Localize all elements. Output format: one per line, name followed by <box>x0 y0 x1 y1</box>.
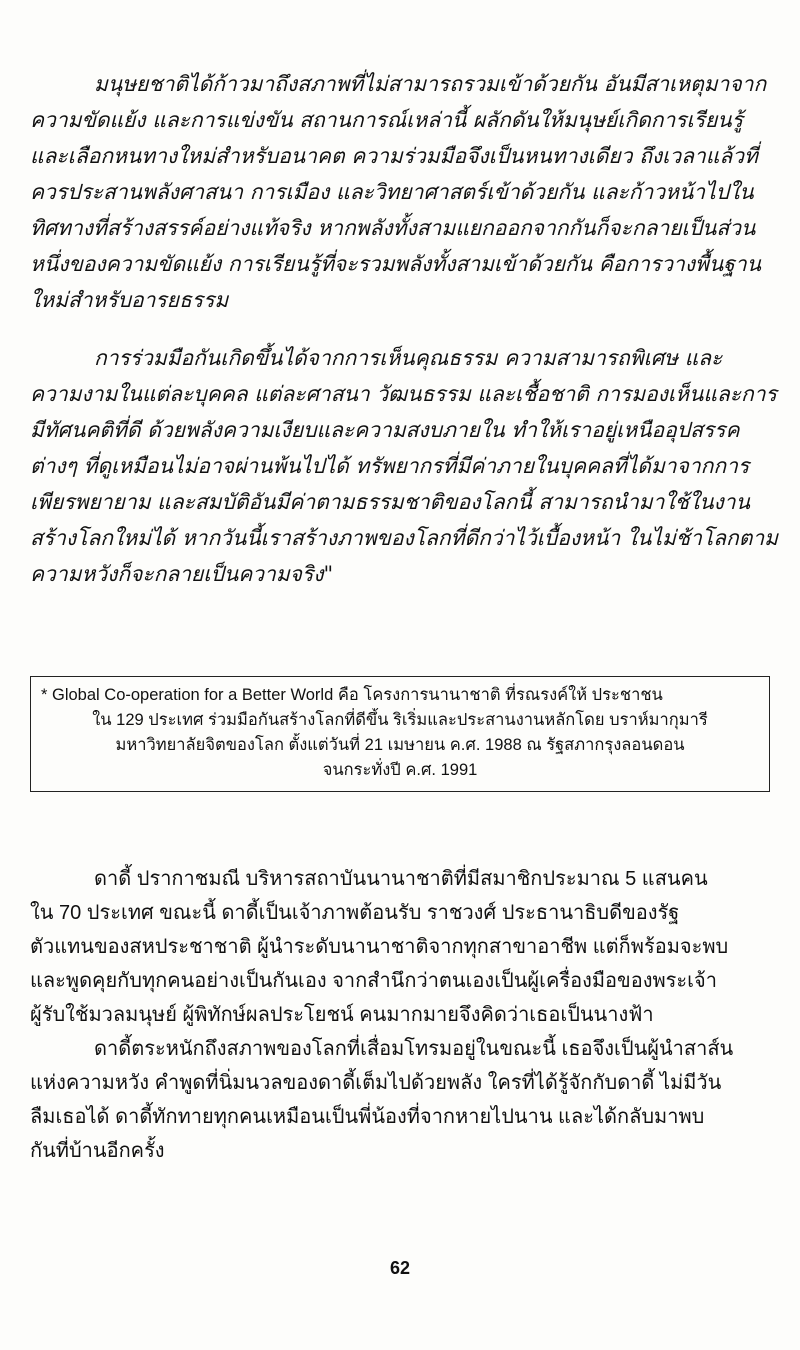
body-p1-line: ใน 70 ประเทศ ขณะนี้ ดาดี้เป็นเจ้าภาพต้อนรับ ราชวงศ์ ประธานาธิบดีของรัฐ <box>30 902 680 924</box>
body-p1-line: ผู้รับใช้มวลมนุษย์ ผู้พิทักษ์ผลประโยชน์ คนมากมายจึงคิดว่าเธอเป็นนางฟ้า <box>30 1004 654 1026</box>
footnote-line: มหาวิทยาลัยจิตของโลก ตั้งแต่วันที่ 21 เมษายน ค.ศ. 1988 ณ รัฐสภากรุงลอนดอน <box>115 736 685 754</box>
footnote-line: จนกระทั่งปี ค.ศ. 1991 <box>322 761 478 779</box>
body-p1-line: ดาดี้ ปรากาชมณี บริหารสถาบันนานาชาติที่มีสมาชิกประมาณ 5 แสนคน <box>94 868 708 890</box>
quote-p2-line: เพียรพยายาม และสมบัติอันมีค่าตามธรรมชาติของโลกนี้ สามารถนำมาใช้ในงาน <box>30 490 750 514</box>
quote-p2-line: ต่างๆ ที่ดูเหมือนไม่อาจผ่านพ้นไปได้ ทรัพยากรที่มีค่าภายในบุคคลที่ได้มาจากการ <box>30 454 750 478</box>
quote-p2-line: ความงามในแต่ละบุคคล แต่ละศาสนา วัฒนธรรม และเชื้อชาติ การมองเห็นและการ <box>30 382 777 406</box>
page-number: 62 <box>389 1258 411 1278</box>
quote-p2-line: ความหวังก็จะกลายเป็นความจริง" <box>30 562 334 586</box>
body-p2-line: ลืมเธอได้ ดาดี้ทักทายทุกคนเหมือนเป็นพี่น้องที่จากหายไปนาน และได้กลับมาพบ <box>30 1106 705 1128</box>
quote-p1-line: และเลือกหนทางใหม่สำหรับอนาคต ความร่วมมือจึงเป็นหนทางเดียว ถึงเวลาแล้วที่ <box>30 144 758 168</box>
body-p2-line: ดาดี้ตระหนักถึงสภาพของโลกที่เสื่อมโทรมอยู่ในขณะนี้ เธอจึงเป็นผู้นำสาส์น <box>94 1038 734 1060</box>
quote-p1-line: ความขัดแย้ง และการแข่งขัน สถานการณ์เหล่านี้ ผลักดันให้มนุษย์เกิดการเรียนรู้ <box>30 108 743 132</box>
quote-p1-line: ใหม่สำหรับอารยธรรม <box>30 288 229 312</box>
paragraph-gap <box>30 318 782 340</box>
quote-p1-line: มนุษยชาติได้ก้าวมาถึงสภาพที่ไม่สามารถรวมเข้าด้วยกัน อันมีสาเหตุมาจาก <box>94 72 767 96</box>
quote-p1-line: ทิศทางที่สร้างสรรค์อย่างแท้จริง หากพลังทั้งสามแยกออกจากกันก็จะกลายเป็นส่วน <box>30 216 756 240</box>
body-p1-line: ตัวแทนของสหประชาชาติ ผู้นำระดับนานาชาติจากทุกสาขาอาชีพ แต่ก็พร้อมจะพบ <box>30 936 729 958</box>
quote-section <box>30 66 782 592</box>
quote-p2-line: การร่วมมือกันเกิดขึ้นได้จากการเห็นคุณธรรม ความสามารถพิเศษ และ <box>94 346 723 370</box>
footnote-line: * Global Co-operation for a Better World คือ โครงการนานาชาติ ที่รณรงค์ให้ ประชาชน <box>41 686 663 704</box>
quote-p2-line: มีทัศนคติที่ดี ด้วยพลังความเงียบและความสงบภายใน ทำให้เราอยู่เหนืออุปสรรค <box>30 418 740 442</box>
body-p1-line: และพูดคุยกับทุกคนอย่างเป็นกันเอง จากสำนึกว่าตนเองเป็นผู้เครื่องมือของพระเจ้า <box>30 970 717 992</box>
body-p2-line: กันที่บ้านอีกครั้ง <box>30 1140 165 1162</box>
footnote-line: ใน 129 ประเทศ ร่วมมือกันสร้างโลกที่ดีขึ้น ริเริ่มและประสานงานหลักโดย บราห์มากุมารี <box>92 711 708 729</box>
quote-p2-line: สร้างโลกใหม่ได้ หากวันนี้เราสร้างภาพของโลกที่ดีกว่าไว้เบื้องหน้า ในไม่ช้าโลกตาม <box>30 526 778 550</box>
quote-p1-line: หนึ่งของความขัดแย้ง การเรียนรู้ที่จะรวมพลังทั้งสามเข้าด้วยกัน คือการวางพื้นฐาน <box>30 252 761 276</box>
quote-p1-line: ควรประสานพลังศาสนา การเมือง และวิทยาศาสตร์เข้าด้วยกัน และก้าวหน้าไปใน <box>30 180 754 204</box>
body-p2-line: แห่งความหวัง คำพูดที่นิ่มนวลของดาดี้เต็มไปด้วยพลัง ใครที่ได้รู้จักกับดาดี้ ไม่มีวัน <box>30 1072 722 1094</box>
footnote-box <box>30 676 770 792</box>
body-section <box>30 862 782 1168</box>
